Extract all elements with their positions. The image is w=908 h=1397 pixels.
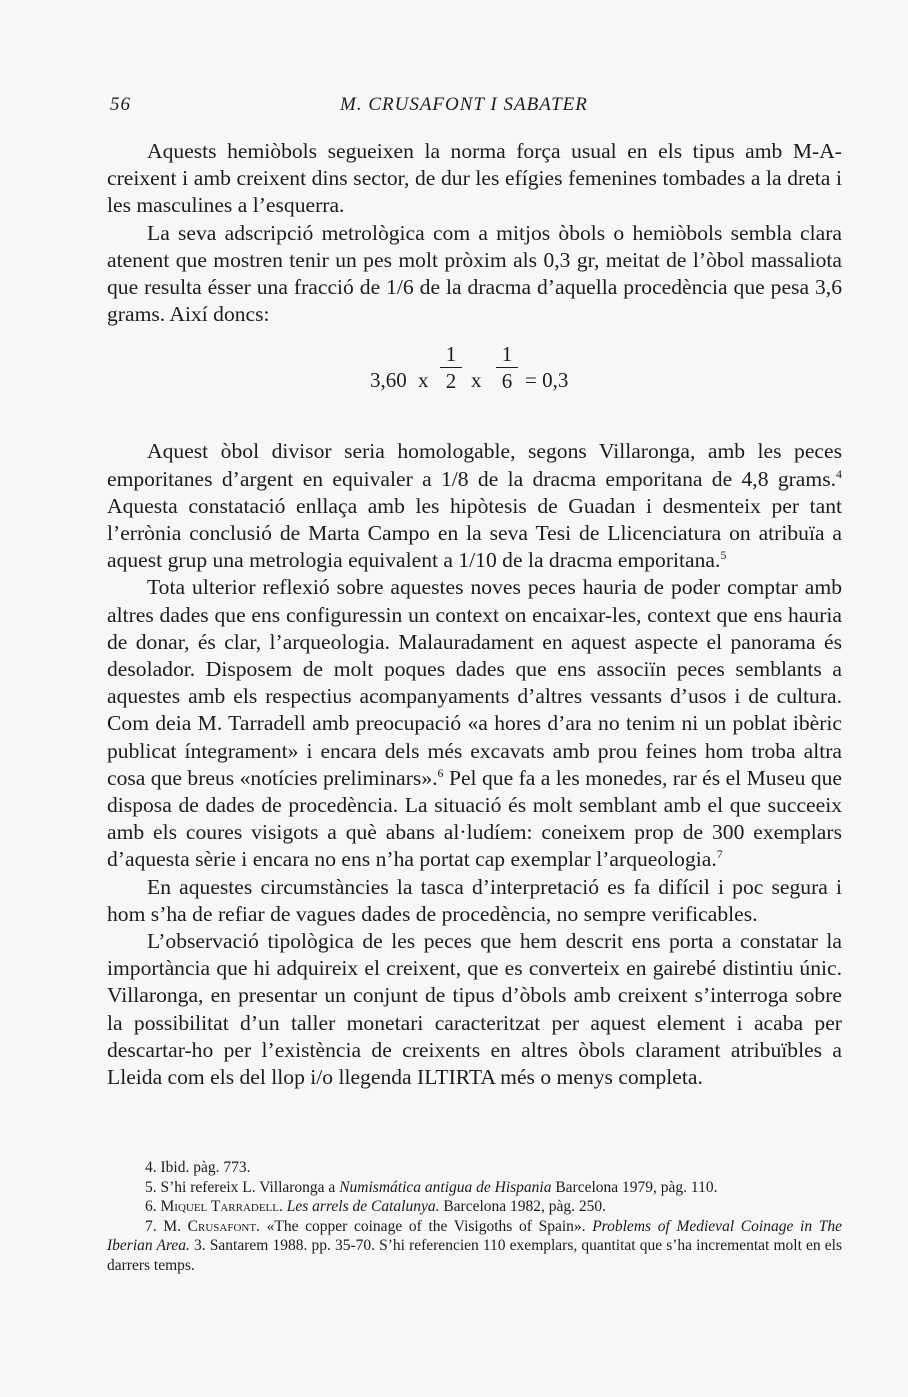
running-head: M. CRUSAFONT I SABATER (340, 94, 588, 115)
footnote-6-number: 6. (145, 1198, 157, 1216)
footnote-ref-7: 7 (716, 847, 723, 862)
formula-times-2: x (471, 368, 482, 393)
paragraph-1: Aquests hemiòbols segueixen la norma força usual en els tipus amb M-A-creixent i amb creixent dins sector, de dur les efígies femenines tombades a la dreta i les masculines a l’esquerra. (107, 139, 842, 218)
footnote-5-text: S’hi refereix L. Villaronga a (160, 1178, 340, 1196)
footnote-7-title: Problems of Medieval Coinage in The Iberian Area. (107, 1217, 842, 1255)
paragraph-4-part-a: Tota ulterior reflexió sobre aquestes noves peces hauria de poder comptar amb altres dades que ens configuressin un context on encaixar-les, context que ens hauria de donar, és clar, l’arqueologia. Malauradament en aquest aspecte el panorama és desolador. Disposem de molt poques dades que ens associïn peces semblants a aquestes amb els respectius acompanyaments d’altres vessants d’usos i de cultura. Com deia M. Tarradell amb preocupació «a hores d’ara no tenim ni un poblat ibèric publicat íntegrament» i encara dels més excavats amb prou feines hom troba altra cosa que breus «notícies preliminars». (107, 575, 842, 790)
footnote-7-post: 3. Santarem 1988. pp. 35-70. S’hi referencien 110 exemplars, quantitat que s’ha incrementat molt en els darrers temps. (107, 1237, 842, 1274)
paragraph-3 (107, 438, 842, 574)
footnote-5-post: Barcelona 1979, pàg. 110. (551, 1178, 718, 1196)
fraction-2-denominator: 6 (501, 369, 513, 394)
footnote-7-number: 7. (145, 1217, 157, 1235)
formula-base: 3,60 (370, 368, 407, 393)
footnote-6-title: Les arrels de Catalunya. (286, 1198, 440, 1216)
paragraph-3-part-b: Aquesta constatació enllaça amb les hipòtesis de Guadan i desmenteix per tant l’errònia conclusió de Marta Campo en la seva Tesi de Llicenciatura on atribuïa a aquest grup una metrologia equivalent a 1/10 de la dracma emporitana. (107, 493, 842, 573)
fraction-1-numerator: 1 (445, 342, 457, 367)
body-text (107, 138, 842, 1091)
page-number: 56 (110, 94, 131, 115)
footnote-4 (107, 1158, 842, 1178)
footnote-7 (107, 1217, 842, 1276)
formula-fraction-2 (496, 342, 518, 393)
page-header (110, 94, 840, 124)
footnotes (107, 1158, 842, 1276)
paragraph-5: En aquestes circumstàncies la tasca d’interpretació es fa difícil i poc segura i hom s’ha de refiar de vagues dades de procedència, no sempre verificables. (107, 874, 842, 926)
footnote-7-initial: M. (163, 1217, 188, 1235)
paragraph-4-part-b: Pel que fa a les monedes, rar és el Museu que disposa de dades de procedència. La situació és molt semblant amb el que succeeix amb els coures visigots a què abans al·ludíem: coneixem prop de 300 exemplars d’aquesta sèrie i encara no ens n’ha portat cap exemplar l’arqueologia. (107, 765, 842, 872)
formula-times-1: x (418, 368, 429, 393)
footnote-4-number: 4. (145, 1159, 157, 1176)
footnote-ref-5: 5 (720, 548, 727, 563)
paragraph-2: La seva adscripció metrològica com a mitjos òbols o hemiòbols sembla clara atenent que mostren tenir un pes molt pròxim als 0,3 gr, meitat de l’òbol massaliota que resulta ésser una fracció de 1/6 de la dracma d’aquella procedència que pesa 3,6 grams. Així doncs: (107, 220, 842, 327)
footnote-ref-6: 6 (437, 765, 444, 780)
paragraph-4 (107, 574, 842, 873)
footnote-6-author: Miquel Tarradell. (160, 1198, 283, 1216)
footnote-5-title: Numismática antigua de Hispania (339, 1178, 552, 1196)
paragraph-3-part-a: Aquest òbol divisor seria homologable, segons Villaronga, amb les peces emporitanes d’argent en equivaler a 1/8 de la dracma emporitana de 4,8 grams. (107, 439, 842, 491)
formula-result: = 0,3 (525, 368, 569, 393)
formula (107, 328, 842, 438)
footnote-5 (107, 1178, 842, 1198)
footnote-4-text: Ibid. pàg. 773. (160, 1159, 251, 1176)
fraction-2-bar (496, 367, 518, 368)
footnote-7-author: Crusafont. (187, 1217, 260, 1235)
fraction-2-numerator: 1 (501, 342, 513, 367)
footnote-7-quote: «The copper coinage of the Visigoths of Spain». (259, 1217, 593, 1235)
footnote-ref-4: 4 (836, 466, 842, 481)
fraction-1-bar (440, 367, 462, 368)
footnote-6 (107, 1197, 842, 1217)
paragraph-6: L’observació tipològica de les peces que hem descrit ens porta a constatar la importància que hi adquireix el creixent, que es converteix en gairebé distintiu únic. Villaronga, en presentar un conjunt de tipus d’òbols amb creixent s’interroga sobre la possibilitat d’un taller monetari caracteritzat per aquest element i acaba per descartar-ho per l’existència de creixents en altres òbols clarament atribuïbles a Lleida com els del llop i/o llegenda ILTIRTA més o menys completa. (107, 929, 842, 1090)
fraction-1-denominator: 2 (445, 369, 457, 394)
formula-fraction-1 (440, 342, 462, 393)
footnote-6-post: Barcelona 1982, pàg. 250. (439, 1198, 607, 1216)
footnote-5-number: 5. (145, 1178, 157, 1196)
